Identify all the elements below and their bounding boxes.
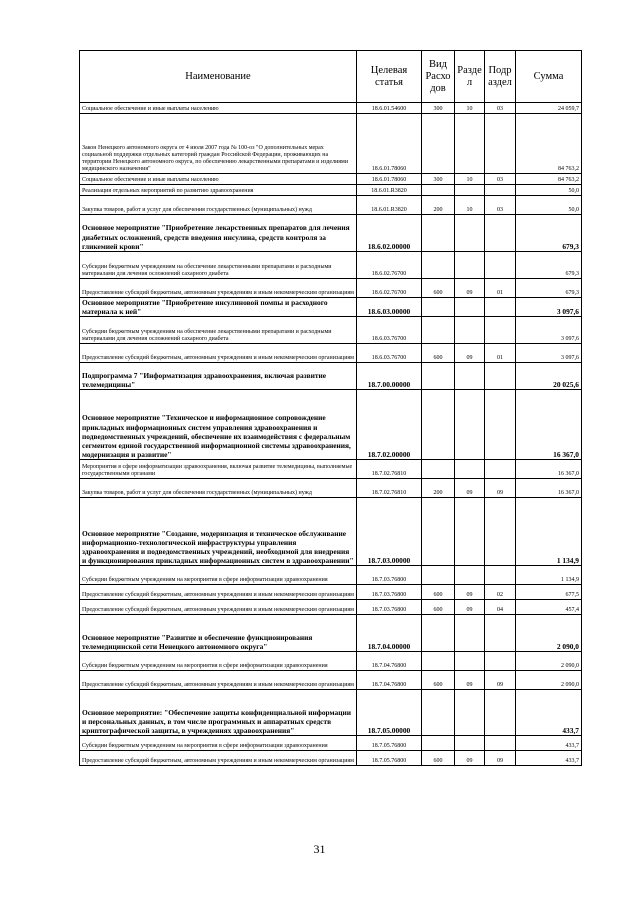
- row-amount: 3 097,6: [516, 344, 582, 363]
- table-row: [80, 298, 582, 317]
- row-amount: 16 367,0: [516, 460, 582, 479]
- row-expense-type: 600: [422, 585, 455, 600]
- row-name: Субсидии бюджетным учреждениям на обеспечение лекарственными препаратами и расходными материалами для лечения осложнений сахарного диабета: [80, 317, 357, 344]
- row-target-article: 18.6.01.R3820: [357, 196, 422, 215]
- header-expense-type: Вид Расхо дов: [422, 51, 455, 103]
- row-target-article: 18.7.04.76800: [357, 652, 422, 671]
- row-target-article: 18.6.03.76700: [357, 344, 422, 363]
- row-name: Социальное обеспечение и иные выплаты населению: [80, 174, 357, 185]
- row-expense-type: [422, 298, 455, 317]
- row-target-article: 18.7.00.00000: [357, 363, 422, 390]
- row-expense-type: [422, 498, 455, 566]
- table-row: [80, 671, 582, 690]
- row-target-article: 18.6.01.R3820: [357, 185, 422, 196]
- row-subsection: 02: [485, 585, 516, 600]
- row-target-article: 18.7.02.00000: [357, 390, 422, 460]
- table-row: [80, 652, 582, 671]
- table-row: [80, 498, 582, 566]
- row-section: 10: [455, 103, 485, 114]
- row-expense-type: 200: [422, 479, 455, 498]
- row-expense-type: 600: [422, 600, 455, 615]
- row-expense-type: 200: [422, 196, 455, 215]
- row-name: Субсидии бюджетным учреждениям на обеспечение лекарственными препаратами и расходными материалами для лечения осложнений сахарного диабета: [80, 252, 357, 279]
- row-name: Основное мероприятие "Техническое и информационное сопровождение прикладных информационных систем управления здравоохранения и подведомственных учреждений, обеспечение их взаимодействия с федеральным сегментом единой государственной информационной системы здравоохранения, модернизация и развитие": [80, 390, 357, 460]
- row-subsection: [485, 615, 516, 652]
- row-amount: 1 134,9: [516, 498, 582, 566]
- row-expense-type: 600: [422, 671, 455, 690]
- table-row: [80, 600, 582, 615]
- row-target-article: 18.6.03.76700: [357, 317, 422, 344]
- row-amount: 2 090,0: [516, 615, 582, 652]
- row-amount: 3 097,6: [516, 317, 582, 344]
- row-subsection: 09: [485, 479, 516, 498]
- row-target-article: 18.7.03.76800: [357, 566, 422, 585]
- row-amount: 2 090,0: [516, 652, 582, 671]
- table-row: [80, 252, 582, 279]
- row-subsection: [485, 298, 516, 317]
- row-subsection: 09: [485, 751, 516, 766]
- row-subsection: 03: [485, 196, 516, 215]
- header-name: Наименование: [80, 51, 357, 103]
- table-row: [80, 390, 582, 460]
- row-name: Субсидии бюджетным учреждениям на мероприятия в сфере информатизации здравоохранения: [80, 736, 357, 751]
- row-name: Предоставление субсидий бюджетным, автономным учреждениям и иным некоммерческим организациям: [80, 344, 357, 363]
- row-expense-type: [422, 736, 455, 751]
- row-section: [455, 185, 485, 196]
- row-target-article: 18.7.02.76810: [357, 479, 422, 498]
- row-subsection: 01: [485, 279, 516, 298]
- row-name: Субсидии бюджетным учреждениям на мероприятия в сфере информатизации здравоохранения: [80, 566, 357, 585]
- row-target-article: 18.6.02.00000: [357, 215, 422, 252]
- row-amount: 84 763,2: [516, 114, 582, 174]
- row-target-article: 18.7.04.76800: [357, 671, 422, 690]
- row-subsection: [485, 460, 516, 479]
- table-row: [80, 279, 582, 298]
- row-section: 09: [455, 600, 485, 615]
- row-section: [455, 566, 485, 585]
- row-section: 09: [455, 751, 485, 766]
- row-section: [455, 690, 485, 736]
- row-expense-type: [422, 390, 455, 460]
- row-amount: 3 097,6: [516, 298, 582, 317]
- row-amount: 20 025,6: [516, 363, 582, 390]
- row-section: 10: [455, 174, 485, 185]
- row-expense-type: [422, 652, 455, 671]
- row-target-article: 18.6.01.78060: [357, 114, 422, 174]
- row-target-article: 18.7.03.76800: [357, 600, 422, 615]
- row-amount: 679,3: [516, 279, 582, 298]
- row-amount: 677,5: [516, 585, 582, 600]
- row-amount: 16 367,0: [516, 390, 582, 460]
- table-row: [80, 344, 582, 363]
- row-amount: 1 134,9: [516, 566, 582, 585]
- row-target-article: 18.6.02.76700: [357, 252, 422, 279]
- row-name: Закупка товаров, работ и услуг для обеспечения государственных (муниципальных) нужд: [80, 196, 357, 215]
- table-row: [80, 103, 582, 114]
- row-target-article: 18.6.02.76700: [357, 279, 422, 298]
- row-expense-type: [422, 252, 455, 279]
- row-expense-type: [422, 690, 455, 736]
- row-subsection: [485, 114, 516, 174]
- table-row: [80, 566, 582, 585]
- row-subsection: [485, 390, 516, 460]
- row-subsection: 01: [485, 344, 516, 363]
- table-row: [80, 690, 582, 736]
- row-amount: 679,3: [516, 215, 582, 252]
- row-amount: 457,4: [516, 600, 582, 615]
- row-section: 10: [455, 196, 485, 215]
- row-section: 09: [455, 479, 485, 498]
- row-section: [455, 498, 485, 566]
- row-amount: 84 763,2: [516, 174, 582, 185]
- row-section: [455, 652, 485, 671]
- row-target-article: 18.6.01.78060: [357, 174, 422, 185]
- row-amount: 50,0: [516, 185, 582, 196]
- row-subsection: [485, 317, 516, 344]
- row-section: [455, 114, 485, 174]
- row-amount: 433,7: [516, 736, 582, 751]
- row-name: Мероприятия в сфере информатизации здравоохранения, включая развитие телемедицины, выполняемые государственными органами: [80, 460, 357, 479]
- row-amount: 433,7: [516, 751, 582, 766]
- row-name: Закон Ненецкого автономного округа от 4 июля 2007 года № 100-оз "О дополнительных мерах социальной поддержки отдельных категорий граждан Российской Федерации, проживающих на территории Ненецкого автономного округа, по обеспечению лекарственными препаратами и изделиями медицинского назначения": [80, 114, 357, 174]
- row-target-article: 18.7.04.00000: [357, 615, 422, 652]
- row-target-article: 18.6.01.54600: [357, 103, 422, 114]
- table-row: [80, 196, 582, 215]
- table-row: [80, 460, 582, 479]
- table-row: [80, 363, 582, 390]
- row-subsection: [485, 215, 516, 252]
- row-name: Основное мероприятие "Приобретение лекарственных препаратов для лечения диабетных осложнений, средств введения инсулина, средств контроля за гликемией крови": [80, 215, 357, 252]
- row-subsection: 03: [485, 174, 516, 185]
- table-row: [80, 615, 582, 652]
- row-expense-type: 600: [422, 751, 455, 766]
- header-section: Разде л: [455, 51, 485, 103]
- row-section: [455, 298, 485, 317]
- row-subsection: [485, 736, 516, 751]
- row-subsection: [485, 363, 516, 390]
- row-subsection: [485, 185, 516, 196]
- row-section: [455, 363, 485, 390]
- table-body: [80, 103, 582, 766]
- row-name: Основное мероприятие "Создание, модернизация и техническое обслуживание информационно-технологической инфраструктуры управления здравоохранения и подведомственных учреждений, необходимой для внедрения и функционирования прикладных информационных систем в здравоохранении": [80, 498, 357, 566]
- row-target-article: 18.7.05.00000: [357, 690, 422, 736]
- row-amount: 24 059,7: [516, 103, 582, 114]
- row-amount: 433,7: [516, 690, 582, 736]
- header-amount: Сумма: [516, 51, 582, 103]
- row-amount: 50,0: [516, 196, 582, 215]
- row-subsection: 03: [485, 103, 516, 114]
- budget-table-container: [79, 50, 581, 766]
- row-target-article: 18.7.03.76800: [357, 585, 422, 600]
- row-section: 09: [455, 585, 485, 600]
- table-header-row: [80, 51, 582, 103]
- row-expense-type: 600: [422, 279, 455, 298]
- row-section: [455, 615, 485, 652]
- row-amount: 679,3: [516, 252, 582, 279]
- row-amount: 16 367,0: [516, 479, 582, 498]
- row-name: Предоставление субсидий бюджетным, автономным учреждениям и иным некоммерческим организациям: [80, 279, 357, 298]
- row-name: Предоставление субсидий бюджетным, автономным учреждениям и иным некоммерческим организациям: [80, 585, 357, 600]
- row-name: Основное мероприятие "Приобретение инсулиновой помпы и расходного материала к ней": [80, 298, 357, 317]
- row-subsection: [485, 252, 516, 279]
- row-amount: 2 090,0: [516, 671, 582, 690]
- row-subsection: [485, 690, 516, 736]
- row-target-article: 18.7.05.76800: [357, 751, 422, 766]
- table-row: [80, 751, 582, 766]
- row-name: Предоставление субсидий бюджетным, автономным учреждениям и иным некоммерческим организациям: [80, 671, 357, 690]
- row-expense-type: [422, 566, 455, 585]
- page-number: 31: [313, 842, 326, 856]
- row-expense-type: [422, 460, 455, 479]
- row-subsection: [485, 566, 516, 585]
- row-section: [455, 736, 485, 751]
- row-section: [455, 215, 485, 252]
- table-row: [80, 114, 582, 174]
- table-row: [80, 185, 582, 196]
- header-subsection: Подр аздел: [485, 51, 516, 103]
- row-target-article: 18.7.03.00000: [357, 498, 422, 566]
- row-expense-type: [422, 114, 455, 174]
- table-row: [80, 317, 582, 344]
- table-row: [80, 736, 582, 751]
- row-target-article: 18.7.05.76800: [357, 736, 422, 751]
- row-name: Субсидии бюджетным учреждениям на мероприятия в сфере информатизации здравоохранения: [80, 652, 357, 671]
- row-name: Социальное обеспечение и иные выплаты населению: [80, 103, 357, 114]
- row-name: Закупка товаров, работ и услуг для обеспечения государственных (муниципальных) нужд: [80, 479, 357, 498]
- row-name: Предоставление субсидий бюджетным, автономным учреждениям и иным некоммерческим организациям: [80, 600, 357, 615]
- row-name: Основное мероприятие "Развитие и обеспечение функционирования телемедицинской сети Ненецкого автономного округа": [80, 615, 357, 652]
- row-name: Подпрограмма 7 "Информатизация здравоохранения, включая развитие телемедицины": [80, 363, 357, 390]
- row-target-article: 18.7.02.76810: [357, 460, 422, 479]
- table-row: [80, 479, 582, 498]
- row-section: [455, 252, 485, 279]
- row-section: [455, 390, 485, 460]
- row-section: 09: [455, 279, 485, 298]
- row-name: Реализация отдельных мероприятий по развитию здравоохранения: [80, 185, 357, 196]
- row-expense-type: 300: [422, 103, 455, 114]
- row-name: Основное мероприятие: "Обеспечение защиты конфиденциальной информации и персональных данных, в том числе программных и аппаратных средств криптографической защиты, в учреждениях здравоохранения": [80, 690, 357, 736]
- row-section: 09: [455, 671, 485, 690]
- table-row: [80, 215, 582, 252]
- row-expense-type: [422, 363, 455, 390]
- row-section: [455, 317, 485, 344]
- row-subsection: 04: [485, 600, 516, 615]
- row-expense-type: [422, 185, 455, 196]
- row-expense-type: [422, 215, 455, 252]
- row-expense-type: [422, 317, 455, 344]
- table-row: [80, 585, 582, 600]
- row-target-article: 18.6.03.00000: [357, 298, 422, 317]
- row-section: 09: [455, 344, 485, 363]
- row-expense-type: 300: [422, 174, 455, 185]
- row-subsection: 09: [485, 671, 516, 690]
- budget-table: [79, 50, 582, 766]
- row-subsection: [485, 498, 516, 566]
- row-section: [455, 460, 485, 479]
- table-row: [80, 174, 582, 185]
- row-subsection: [485, 652, 516, 671]
- row-name: Предоставление субсидий бюджетным, автономным учреждениям и иным некоммерческим организациям: [80, 751, 357, 766]
- row-expense-type: [422, 615, 455, 652]
- row-expense-type: 600: [422, 344, 455, 363]
- header-target-article: Целевая статья: [357, 51, 422, 103]
